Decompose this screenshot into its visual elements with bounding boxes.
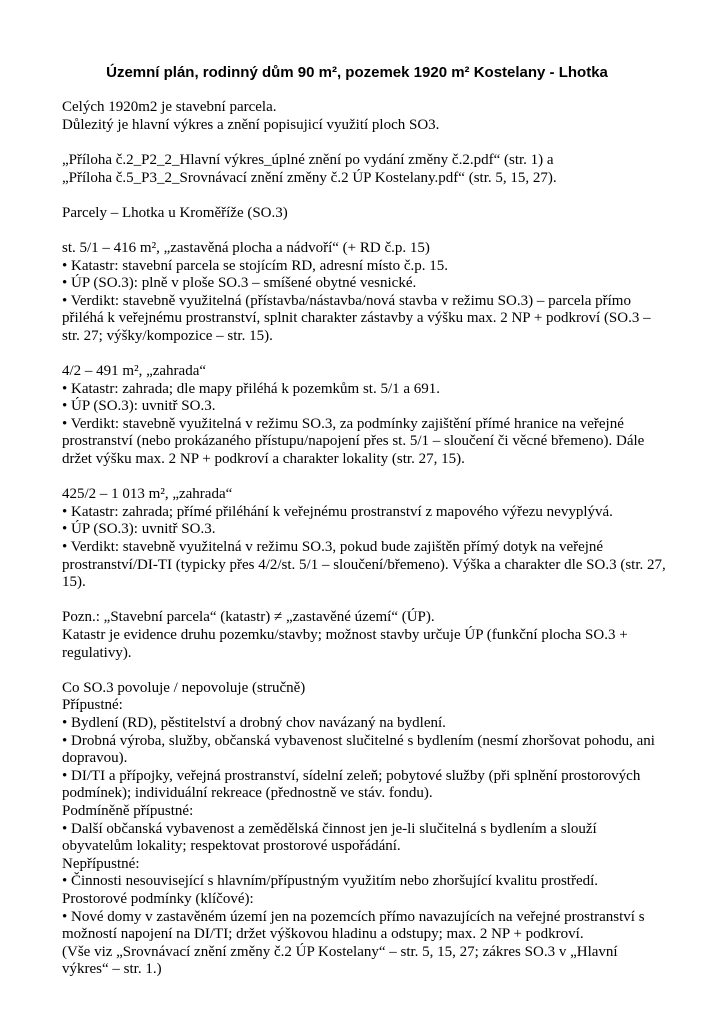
parcel-section-4-2: [62, 363, 666, 469]
parcel-bullet-verdikt: • Verdikt: stavebně využitelná v režimu SO.3, za podmínky zajištění přímé hranice na veřejné prostranství (nebo prokázaného přístupu/napojení přes st. 5/1 – sloučení či věcné břemeno). Dále držet výšku max. 2 NP + podkroví a charakter lokality (str. 27, 15).: [62, 415, 645, 468]
parcel-bullet-verdikt: • Verdikt: stavebně využitelná v režimu SO.3, pokud bude zajištěn přímý dotyk na veřejné prostranství/DI-TI (typicky přes 4/2/st. 5/1 – sloučení/břemeno). Výška a charakter dle SO.3 (str. 27, 15).: [62, 539, 666, 591]
so3-not-permitted-bullet-1: • Činnosti nesouvisející s hlavním/přípustným využitím nebo zhoršující kvalitu prostředí.: [62, 873, 599, 890]
intro-line-1: Celých 1920m2 je stavební parcela.: [62, 99, 277, 116]
parcels-heading: Parcely – Lhotka u Kroměříže (SO.3): [62, 204, 288, 221]
parcel-bullet-up: • ÚP (SO.3): uvnitř SO.3.: [62, 398, 216, 415]
parcel-bullet-katastr: • Katastr: stavební parcela se stojícím RD, adresní místo č.p. 15.: [62, 257, 448, 274]
so3-permitted-label: Přípustné:: [62, 697, 123, 714]
parcel-section-st5-1: [62, 240, 666, 346]
parcel-heading: st. 5/1 – 416 m², „zastavěná plocha a nádvoří“ (+ RD č.p. 15): [62, 239, 430, 256]
parcels-heading-paragraph: [62, 205, 666, 223]
so3-permitted-bullet-3: • DI/TI a přípojky, veřejná prostranství, sídelní zeleň; pobytové služby (při splnění prostorových podmínek); individuální rekreace (přednostně ve stáv. fondu).: [62, 767, 641, 802]
intro-line-2: Důlezitý je hlavní výkres a znění popisujicí využití ploch SO3.: [62, 116, 440, 133]
note-line-2: Katastr je evidence druhu pozemku/stavby; možnost stavby určuje ÚP (funkční plocha SO.3 + regulativy).: [62, 627, 628, 661]
attachment-line-2: „Příloha č.5_P3_2_Srovnávací znění změny č.2 ÚP Kostelany.pdf“ (str. 5, 15, 27).: [62, 169, 557, 186]
parcel-bullet-verdikt: • Verdikt: stavebně využitelná (přístavba/nástavba/nová stavba v režimu SO.3) – parcela přímo přiléhá k veřejnému prostranství, splnit charakter zástavby a výšku max. 2 NP + podkroví (SO.3 – str. 27; výšky/kompozice – str. 15).: [62, 292, 651, 344]
so3-conditional-label: Podmíněně přípustné:: [62, 802, 194, 819]
attachments-paragraph: [62, 152, 666, 187]
parcel-bullet-katastr: • Katastr: zahrada; dle mapy přiléhá k pozemkům st. 5/1 a 691.: [62, 380, 441, 397]
parcel-bullet-up: • ÚP (SO.3): plně v ploše SO.3 – smíšené obytné vesnické.: [62, 275, 417, 292]
so3-rules-section: [62, 680, 666, 979]
intro-paragraph: [62, 99, 666, 134]
so3-spatial-label: Prostorové podmínky (klíčové):: [62, 890, 254, 907]
so3-not-permitted-label: Nepřípustné:: [62, 855, 140, 872]
so3-conditional-bullet-1: • Další občanská vybavenost a zemědělská činnost jen je-li slučitelná s bydlením a slouží obyvatelům lokality; respektovat prostorové uspořádání.: [62, 820, 597, 855]
so3-closing-note: (Vše viz „Srovnávací znění změny č.2 ÚP Kostelany“ – str. 5, 15, 27; zákres SO.3 v „Hlavní výkres“ – str. 1.): [62, 943, 618, 978]
parcel-bullet-up: • ÚP (SO.3): uvnitř SO.3.: [62, 521, 216, 538]
so3-permitted-bullet-1: • Bydlení (RD), pěstitelství a drobný chov navázaný na bydlení.: [62, 714, 446, 731]
so3-spatial-bullet-1: • Nové domy v zastavěném území jen na pozemcích přímo navazujících na veřejné prostranství s možností napojení na DI/TI; držet výškovou hladinu a odstupy; max. 2 NP + podkroví.: [62, 908, 645, 943]
attachment-line-1: „Příloha č.2_P2_2_Hlavní výkres_úplné znění po vydání změny č.2.pdf“ (str. 1) a: [62, 151, 554, 168]
so3-permitted-bullet-2: • Drobná výroba, služby, občanská vybavenost slučitelné s bydlením (nesmí zhoršovat pohodu, ani dopravou).: [62, 732, 655, 767]
parcel-heading: 4/2 – 491 m², „zahrada“: [62, 363, 207, 380]
parcel-section-425-2: [62, 486, 666, 592]
note-line-1: Pozn.: „Stavební parcela“ (katastr) ≠ „zastavěné území“ (ÚP).: [62, 609, 435, 626]
parcel-heading: 425/2 – 1 013 m², „zahrada“: [62, 486, 233, 503]
parcel-bullet-katastr: • Katastr: zahrada; přímé přiléhání k veřejnému prostranství z mapového výřezu nevyplývá.: [62, 503, 613, 520]
so3-heading: Co SO.3 povoluje / nepovoluje (stručně): [62, 679, 306, 696]
note-paragraph: [62, 609, 666, 662]
document-title: Územní plán, rodinný dům 90 m², pozemek 1920 m² Kostelany - Lhotka: [106, 64, 608, 81]
